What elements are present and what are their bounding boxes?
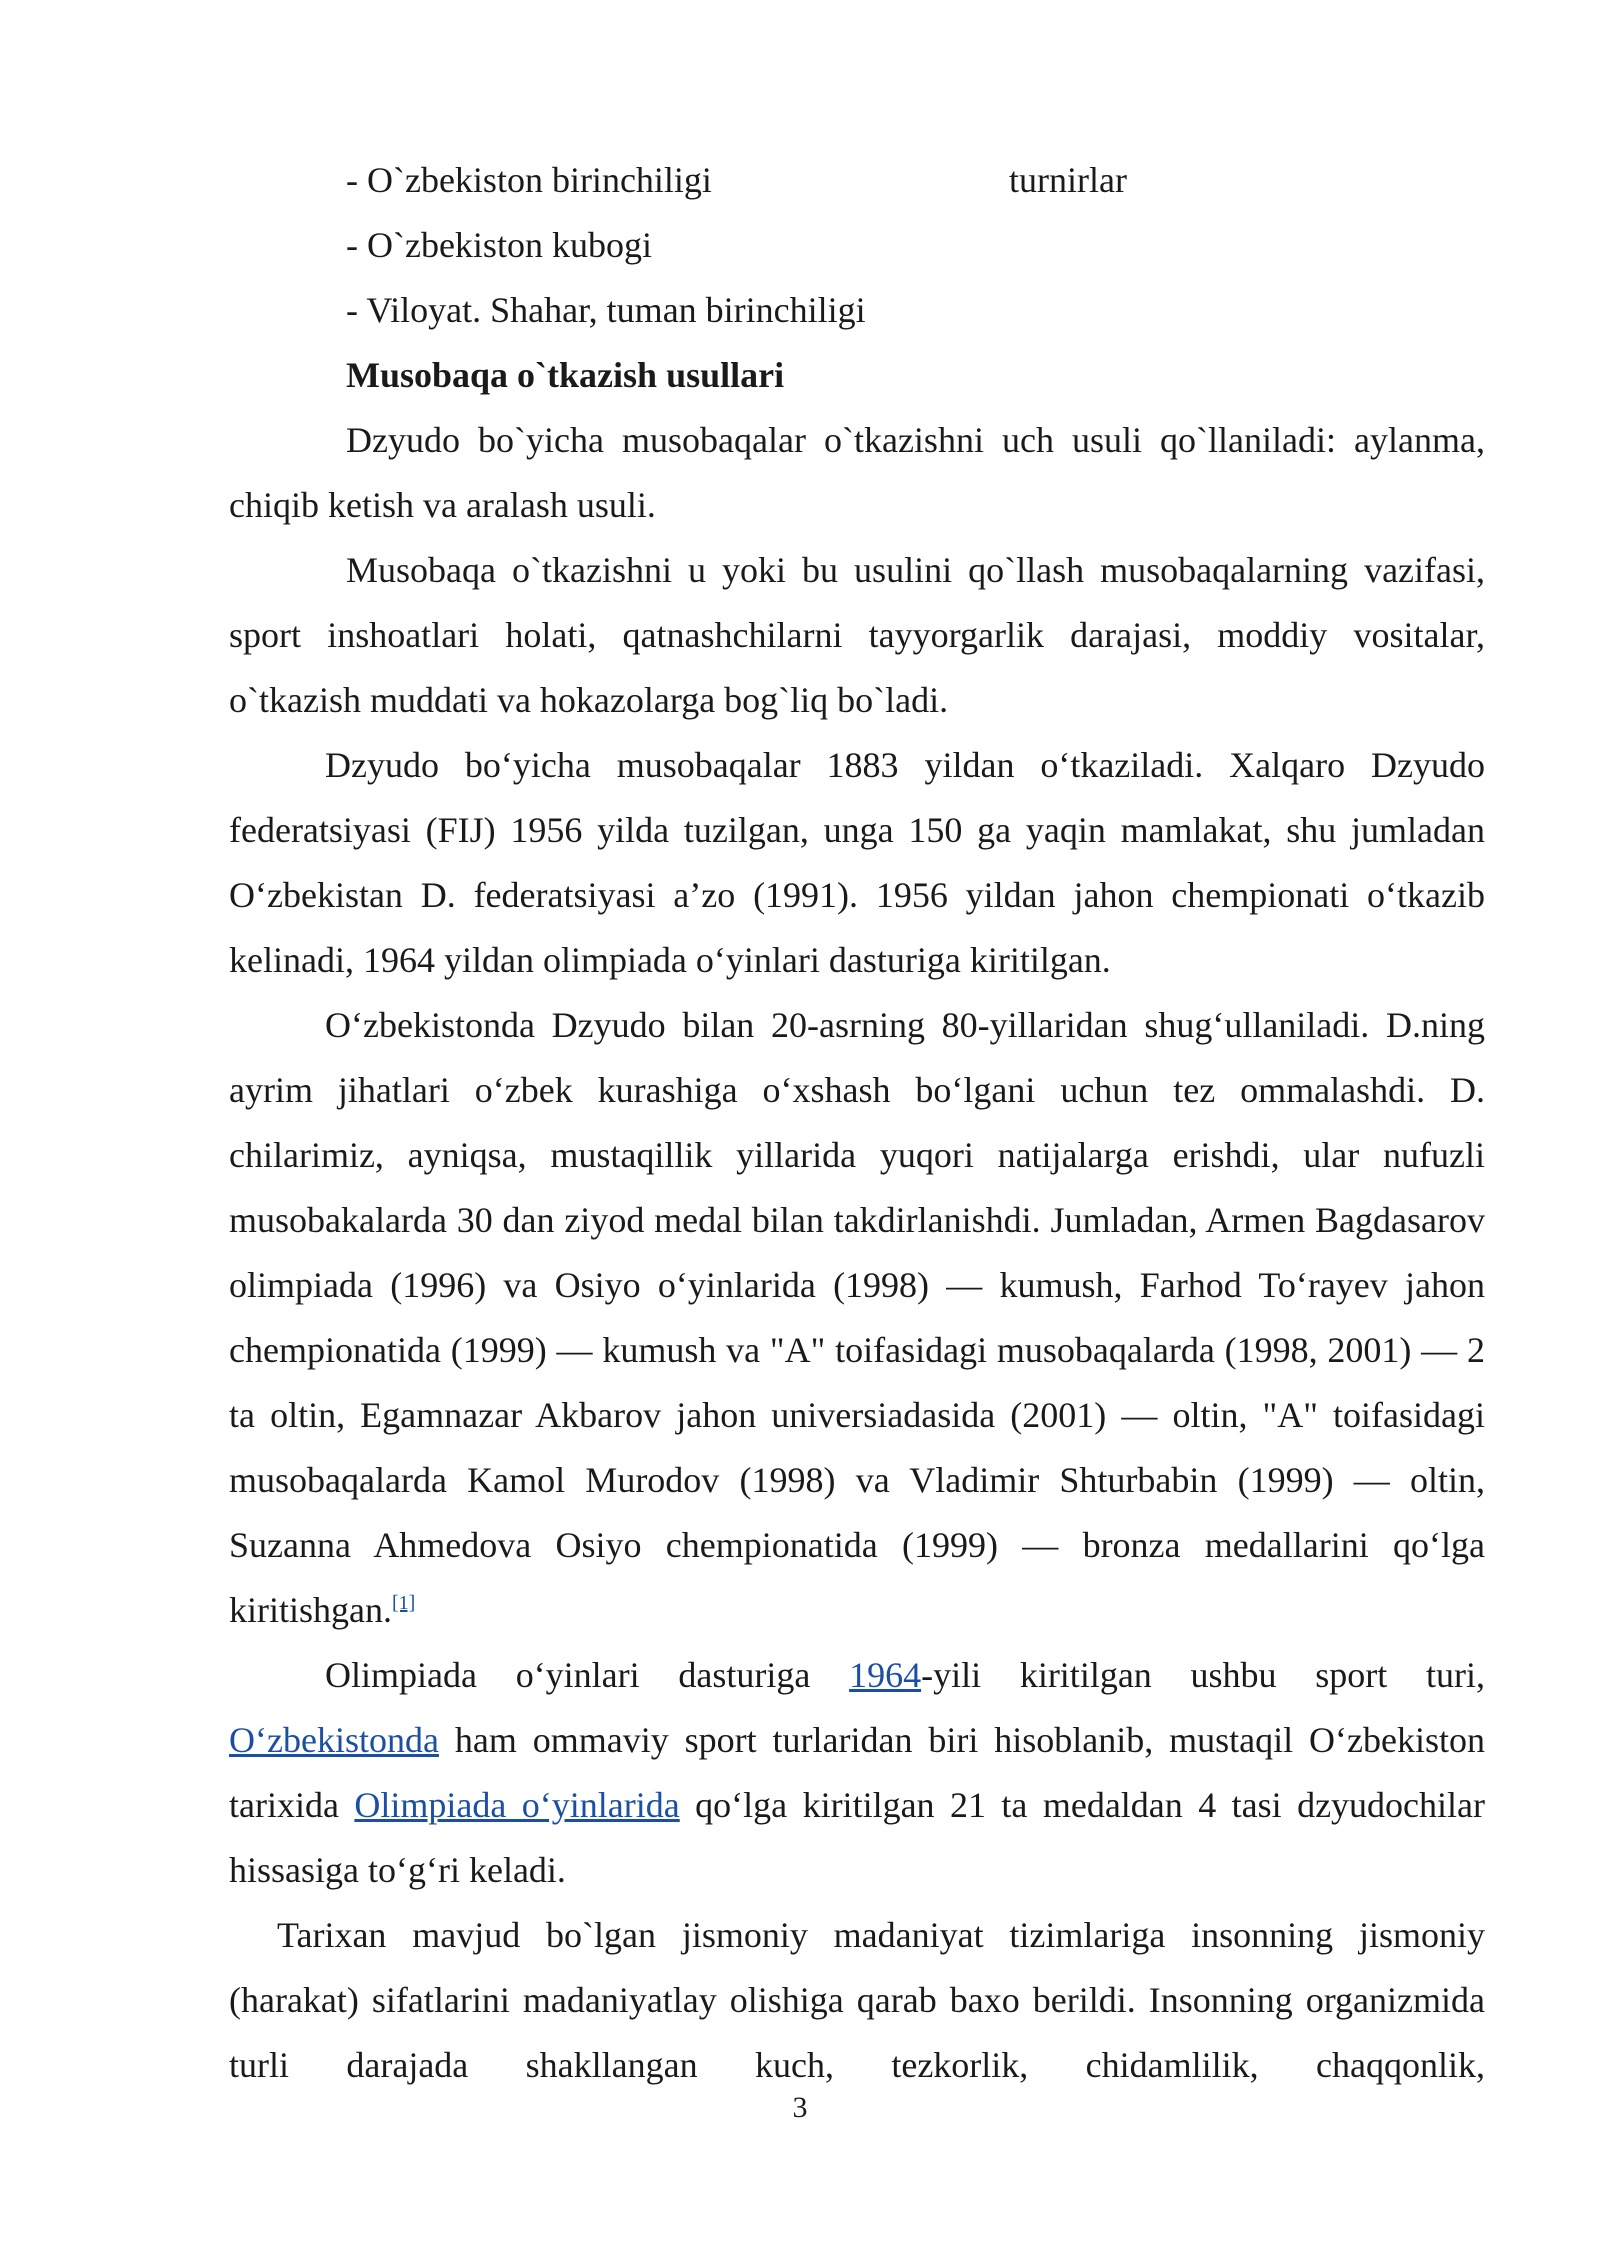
paragraph-olympics — [229, 1643, 1485, 1903]
paragraph-text: -yili kiritilgan ushbu sport turi, — [921, 1655, 1485, 1695]
link-olympic-games[interactable]: Olimpiada o‘yinlarida — [354, 1785, 680, 1825]
list-item — [229, 278, 1485, 343]
section-heading: Musobaqa o`tkazish usullari — [346, 355, 785, 395]
list-item-right-text: turnirlar — [1009, 160, 1127, 200]
paragraph-text: qo‘lga kiritilgan 21 ta medaldan 4 tasi dzyudochilar hissasiga to‘g‘ri keladi. — [229, 1785, 1485, 1890]
list-item-text: - O`zbekiston kubogi — [346, 225, 652, 265]
paragraph-methods: Dzyudo bo`yicha musobaqalar o`tkazishni uch usuli qo`llaniladi: aylanma, chiqib ketish va aralash usuli. — [229, 420, 1485, 525]
footnote-link[interactable]: [1] — [391, 1592, 416, 1614]
link-1964[interactable]: 1964 — [849, 1655, 922, 1695]
list-item-text: - Viloyat. Shahar, tuman birinchiligi — [346, 290, 866, 330]
paragraph-physical-culture: Tarixan mavjud bo`lgan jismoniy madaniyat tizimlariga insonning jismoniy (harakat) sifatlarini madaniyatlay olishiga qarab baxo berildi. Insonning organizmida turli darajada shakllangan kuch, tezkorlik, chidamlilik, chaqqonlik, — [229, 1915, 1485, 2085]
list-item — [229, 148, 1485, 213]
paragraph-text: Olimpiada o‘yinlari dasturiga — [325, 1655, 850, 1695]
paragraph-history: Dzyudo bo‘yicha musobaqalar 1883 yildan o‘tkaziladi. Xalqaro Dzyudo federatsiyasi (FIJ) 1956 yilda tuzilgan, unga 150 ga yaqin mamlakat, shu jumladan O‘zbekistan D. federatsiyasi a’zo (1991). 1956 yildan jahon chempionati o‘tkazib kelinadi, 1964 yildan olimpiada o‘yinlari dasturiga kiritilgan. — [229, 745, 1485, 980]
paragraph-text: ham ommaviy sport turlaridan biri hisoblanib, mustaqil O‘zbekiston tarixida — [229, 1720, 1485, 1825]
list-item — [229, 213, 1485, 278]
document-page — [229, 148, 1485, 2098]
list-item-text: - O`zbekiston birinchiligi — [346, 160, 712, 200]
link-uzbekistan[interactable]: O‘zbekistonda — [229, 1720, 439, 1760]
paragraph-text: O‘zbekistonda Dzyudo bilan 20-asrning 80-yillaridan shug‘ullaniladi. D.ning ayrim jihatlari o‘zbek kurashiga o‘xshash bo‘lgani uchun tez ommalashdi. D. chilarimiz, ayniqsa, mustaqillik yillarida yuqori natijalarga erishdi, ular nufuzli musobakalarda 30 dan ziyod medal bilan takdirlanishdi. Jumladan, Armen Bagdasarov olimpiada (1996) va Osiyo o‘yinlarida (1998) — kumush, Farhod To‘rayev jahon chempionatida (1999) — kumush va "A" toifasidagi musobaqalarda (1998, 2001) — 2 ta oltin, Egamnazar Akbarov jahon universiadasida (2001) — oltin, "A" toifasidagi musobaqalarda Kamol Murodov (1998) va Vladimir Shturbabin (1999) — oltin, Suzanna Ahmedova Osiyo chempionatida (1999) — bronza medallarini qo‘lga kiritishgan. — [229, 1005, 1485, 1630]
page-number: 3 — [792, 2091, 808, 2124]
paragraph-achievements — [229, 993, 1485, 1643]
paragraph-method-choice: Musobaqa o`tkazishni u yoki bu usulini qo`llash musobaqalarning vazifasi, sport inshoatlari holati, qatnashchilarni tayyorgarlik darajasi, moddiy vositalar, o`tkazish muddati va hokazolarga bog`liq bo`ladi. — [229, 550, 1485, 720]
